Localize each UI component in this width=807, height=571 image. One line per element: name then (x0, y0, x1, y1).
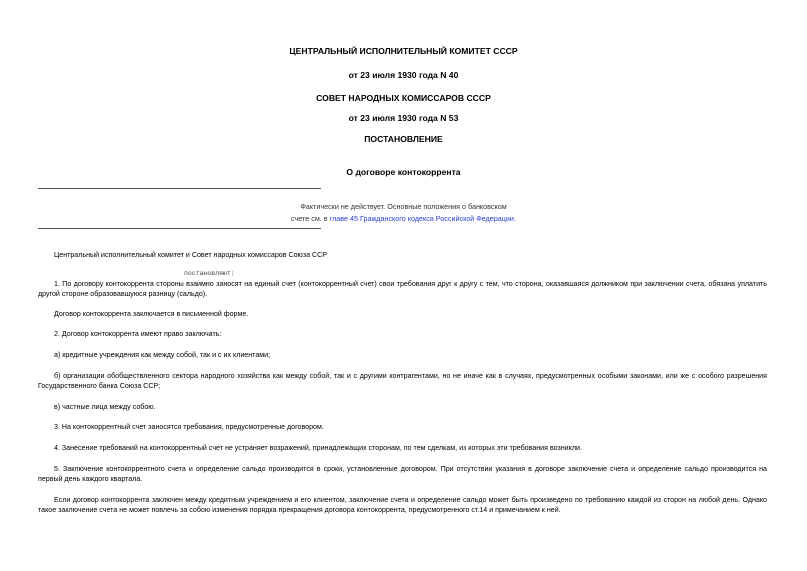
issuer-heading-snk: СОВЕТ НАРОДНЫХ КОМИССАРОВ СССР (316, 93, 491, 103)
paragraph-5b: Если договор контокоррента заключен между кредитным учреждением и его клиентом, заключение счета и определение сальдо может быть произведено по требованию каждой из сторон на любой день. Однако такое заключение счета не может повлечь за собою изменения порядка прекращения договора контокоррента, предусмотренного ст.14 и примечанием к ней. (38, 496, 767, 514)
paragraph-5: 5. Заключение контокоррентного счета и определение сальдо производится в сроки, установленные договором. При отсутствии указания в договоре заключение счета и определение сальдо производится на первый день каждого квартала. (38, 465, 767, 483)
paragraph-4: 4. Занесение требований на контокоррентный счет не устраняет возражений, принадлежащих сторонам, по тем сделкам, из которых эти требования возникли. (54, 444, 582, 452)
status-note-prefix: счете см. в (291, 214, 330, 223)
paragraph-2b: б) организации обобществленного сектора народного хозяйства как между собой, так и с другими контрагентами, но не иначе как в случаях, предусмотренных особыми законами, или же с особого разрешения Государственного банка Союза ССР; (38, 372, 767, 390)
issuer-date-snk: от 23 июля 1930 года N 53 (348, 113, 459, 123)
document-type: ПОСТАНОВЛЕНИЕ (364, 134, 443, 144)
preamble: Центральный исполнительный комитет и Совет народных комиссаров Союза ССР (54, 251, 327, 259)
paragraph-1b: Договор контокоррента заключается в письменной форме. (54, 310, 249, 318)
status-note-line2 (0, 214, 807, 223)
divider-bottom (38, 228, 321, 229)
paragraph-1: 1. По договору контокоррента стороны взаимно заносят на единый счет (контокоррентный счет) свои требования друг к другу с тем, что сторона, оказавшаяся должником при заключении счета, обязана уплатить другой стороне образовавшуюся разницу (сальдо). (38, 280, 767, 298)
issuer-heading-cik: ЦЕНТРАЛЬНЫЙ ИСПОЛНИТЕЛЬНЫЙ КОМИТЕТ СССР (289, 46, 518, 56)
paragraph-3: 3. На контокоррентный счет заносятся требования, предусмотренные договором. (54, 423, 324, 431)
divider-top (38, 188, 321, 189)
document-title: О договоре контокоррента (346, 167, 461, 177)
decree-word: постановляют: (184, 270, 235, 277)
paragraph-2c: в) частные лица между собою. (54, 403, 156, 411)
civil-code-link[interactable]: главе 45 Гражданского кодекса Российской Федерации (329, 214, 514, 223)
paragraph-2a: а) кредитные учреждения как между собой, так и с их клиентами; (54, 351, 271, 359)
issuer-date-cik: от 23 июля 1930 года N 40 (348, 70, 459, 80)
status-note-line1: Фактически не действует. Основные положения о банковском (300, 202, 507, 211)
paragraph-2: 2. Договор контокоррента имеют право заключать: (54, 330, 222, 338)
status-note-suffix: . (513, 214, 516, 223)
